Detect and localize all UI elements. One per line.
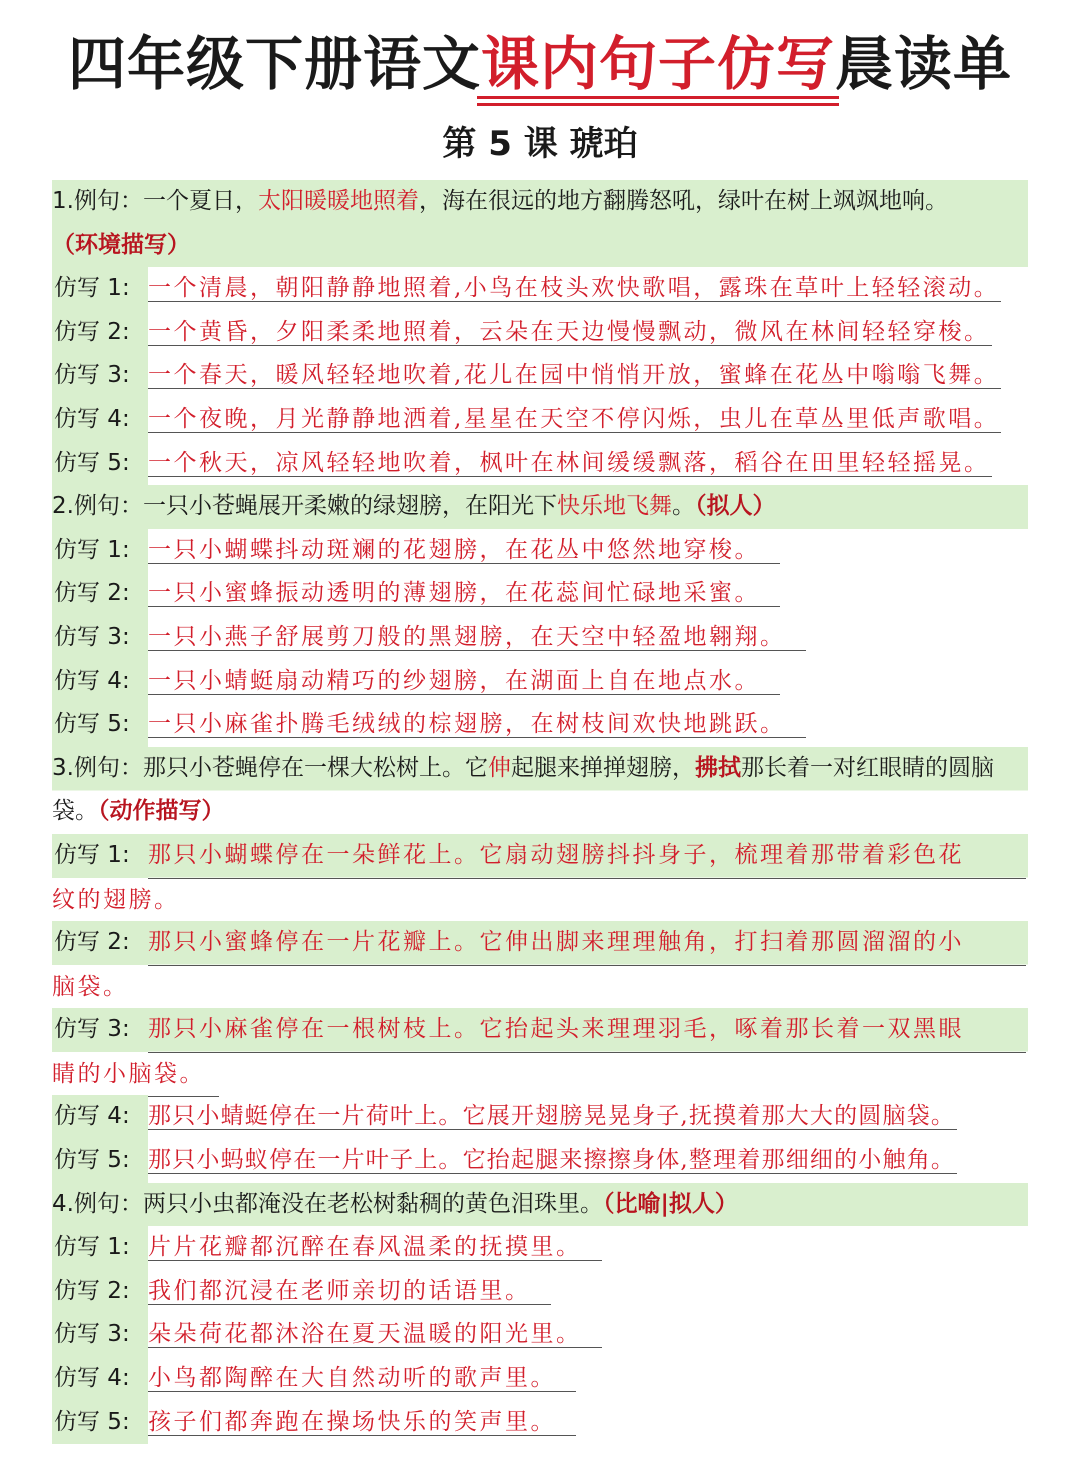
imitation-row xyxy=(52,354,1028,398)
imitation-tag: 仿写 4: xyxy=(52,1095,148,1139)
imitation-answer: 那只小蚂蚁停在一片叶子上。它抬起腿来擦擦身体,整理着那细细的小触角。 xyxy=(148,1147,956,1174)
example-sentence-4 xyxy=(52,1183,1028,1227)
example-highlight: 太阳暖暖地照着 xyxy=(257,188,419,214)
rhetoric-type-tag: （拟人） xyxy=(694,493,776,520)
imitation-tag: 仿写 2: xyxy=(52,1270,148,1314)
imitation-answer: 一个清晨，朝阳静静地照着,小鸟在枝头欢快歌唱，露珠在草叶上轻轻滚动。 xyxy=(148,275,1000,302)
imitation-row xyxy=(52,1095,1028,1139)
imitation-tag: 仿写 2: xyxy=(52,311,148,355)
imitation-row xyxy=(52,616,1028,660)
imitation-answer: 那只小蜜蜂停在一片花瓣上。它伸出脚来理理触角，打扫着那圆溜溜的小 xyxy=(148,921,1026,966)
imitation-row xyxy=(52,1357,1028,1401)
title-part1: 四年级下册语文 xyxy=(67,30,481,98)
imitation-tag: 仿写 4: xyxy=(52,398,148,442)
example-text: 一个夏日， xyxy=(142,188,258,214)
imitation-answer: 一只小蝴蝶抖动斑斓的花翅膀，在花丛中悠然地穿梭。 xyxy=(148,537,780,564)
rhetoric-type-tag: （比喻|拟人） xyxy=(602,1190,738,1217)
page-title xyxy=(0,28,1080,100)
worksheet-content xyxy=(52,180,1028,1444)
imitation-answer-continued: 纹的翅膀。 xyxy=(52,879,194,924)
imitation-answer: 那只小麻雀停在一根树枝上。它抬起头来理理羽毛，啄着那长着一双黑眼 xyxy=(148,1008,1026,1053)
example-highlight: 快乐地飞舞 xyxy=(556,493,672,520)
example-text: 起腿来掸掸翅膀， xyxy=(510,754,695,781)
imitation-tag: 仿写 3: xyxy=(52,616,148,660)
imitation-tag: 仿写 5: xyxy=(52,1139,148,1183)
imitation-row xyxy=(52,398,1028,442)
imitation-row xyxy=(52,1139,1028,1183)
imitation-tag: 仿写 1: xyxy=(52,1226,148,1270)
imitation-row xyxy=(52,1226,1028,1270)
imitation-answer: 一只小燕子舒展剪刀般的黑翅膀，在天空中轻盈地翱翔。 xyxy=(148,624,806,651)
imitation-tag: 仿写 3: xyxy=(52,354,148,398)
imitation-row xyxy=(52,311,1028,355)
example-sentence-3 xyxy=(52,747,1028,834)
imitation-answer: 片片花瓣都沉醉在春风温柔的抚摸里。 xyxy=(148,1234,602,1261)
imitation-tag: 仿写 2: xyxy=(52,921,148,965)
imitation-row xyxy=(52,1401,1028,1445)
example-highlight: 伸 xyxy=(487,754,511,781)
example-label: 3.例句： xyxy=(52,754,143,781)
imitation-row xyxy=(52,529,1028,573)
imitation-row xyxy=(52,1313,1028,1357)
rhetoric-type-tag: （动作描写） xyxy=(98,798,225,825)
example-text: 一只小苍蝇展开柔嫩的绿翅膀，在阳光下 xyxy=(142,493,557,520)
imitation-tag: 仿写 5: xyxy=(52,703,148,747)
rhetoric-type-tag: （环境描写） xyxy=(52,231,190,258)
imitation-answer: 我们都沉浸在老师亲切的话语里。 xyxy=(148,1278,551,1305)
example-label: 2.例句： xyxy=(52,493,143,520)
example-text: 两只小虫都淹没在老松树黏稠的黄色泪珠里。 xyxy=(142,1190,603,1217)
imitation-answer-continued: 睛的小脑袋。 xyxy=(52,1053,219,1098)
imitation-row xyxy=(52,921,1028,1008)
example-text: 那长着一对红眼睛的圆脑袋。 xyxy=(52,754,994,825)
imitation-tag: 仿写 1: xyxy=(52,834,148,878)
example-sentence-2 xyxy=(52,485,1028,529)
imitation-answer: 朵朵荷花都沐浴在夏天温暖的阳光里。 xyxy=(148,1321,602,1348)
imitation-answer: 一个秋天，凉风轻轻地吹着，枫叶在林间缓缓飘落，稻谷在田里轻轻摇晃。 xyxy=(148,449,990,476)
imitation-answer: 一只小麻雀扑腾毛绒绒的棕翅膀，在树枝间欢快地跳跃。 xyxy=(148,711,806,738)
imitation-answer: 孩子们都奔跑在操场快乐的笑声里。 xyxy=(148,1409,576,1436)
imitation-answer: 小鸟都陶醉在大自然动听的歌声里。 xyxy=(148,1365,576,1392)
title-part2: 晨读单 xyxy=(835,30,1013,98)
imitation-answer: 一只小蜜蜂振动透明的薄翅膀，在花蕊间忙碌地采蜜。 xyxy=(148,580,780,607)
example-text: ，海在很远的地方翻腾怒吼，绿叶在树上飒飒地响。 xyxy=(418,188,948,214)
imitation-tag: 仿写 3: xyxy=(52,1008,148,1052)
example-label: 1.例句： xyxy=(52,188,143,214)
title-highlight: 课内句子仿写 xyxy=(480,30,835,98)
imitation-answer: 一个春天，暖风轻轻地吹着,花儿在园中悄悄开放，蜜蜂在花丛中嗡嗡飞舞。 xyxy=(148,362,1000,389)
example-label: 4.例句： xyxy=(52,1190,143,1217)
imitation-row xyxy=(52,267,1028,311)
example-text: 。 xyxy=(671,493,695,520)
imitation-row xyxy=(52,572,1028,616)
imitation-answer-continued: 脑袋。 xyxy=(52,966,143,1011)
imitation-row xyxy=(52,442,1028,486)
example-sentence-1 xyxy=(52,180,1028,267)
imitation-tag: 仿写 2: xyxy=(52,572,148,616)
imitation-answer: 那只小蜻蜓停在一片荷叶上。它展开翅膀晃晃身子,抚摸着那大大的圆脑袋。 xyxy=(148,1103,956,1130)
imitation-tag: 仿写 5: xyxy=(52,1401,148,1445)
imitation-tag: 仿写 1: xyxy=(52,529,148,573)
imitation-row xyxy=(52,834,1028,921)
imitation-tag: 仿写 1: xyxy=(52,267,148,311)
imitation-row xyxy=(52,1270,1028,1314)
imitation-tag: 仿写 5: xyxy=(52,442,148,486)
imitation-tag: 仿写 3: xyxy=(52,1313,148,1357)
imitation-answer: 一只小蜻蜓扇动精巧的纱翅膀，在湖面上自在地点水。 xyxy=(148,668,780,695)
imitation-answer: 一个黄昏，夕阳柔柔地照着，云朵在天边慢慢飘动，微风在林间轻轻穿梭。 xyxy=(148,318,990,345)
example-highlight: 拂拭 xyxy=(694,754,741,781)
example-text: 那只小苍蝇停在一棵大松树上。它 xyxy=(142,754,488,781)
imitation-row xyxy=(52,660,1028,704)
imitation-answer: 一个夜晚，月光静静地洒着,星星在天空不停闪烁，虫儿在草丛里低声歌唱。 xyxy=(148,405,1000,432)
imitation-tag: 仿写 4: xyxy=(52,1357,148,1401)
imitation-tag: 仿写 4: xyxy=(52,660,148,704)
imitation-row xyxy=(52,703,1028,747)
imitation-answer: 那只小蝴蝶停在一朵鲜花上。它扇动翅膀抖抖身子，梳理着那带着彩色花 xyxy=(148,834,1026,879)
imitation-row xyxy=(52,1008,1028,1095)
lesson-subtitle: 第 5 课 琥珀 xyxy=(442,124,638,164)
